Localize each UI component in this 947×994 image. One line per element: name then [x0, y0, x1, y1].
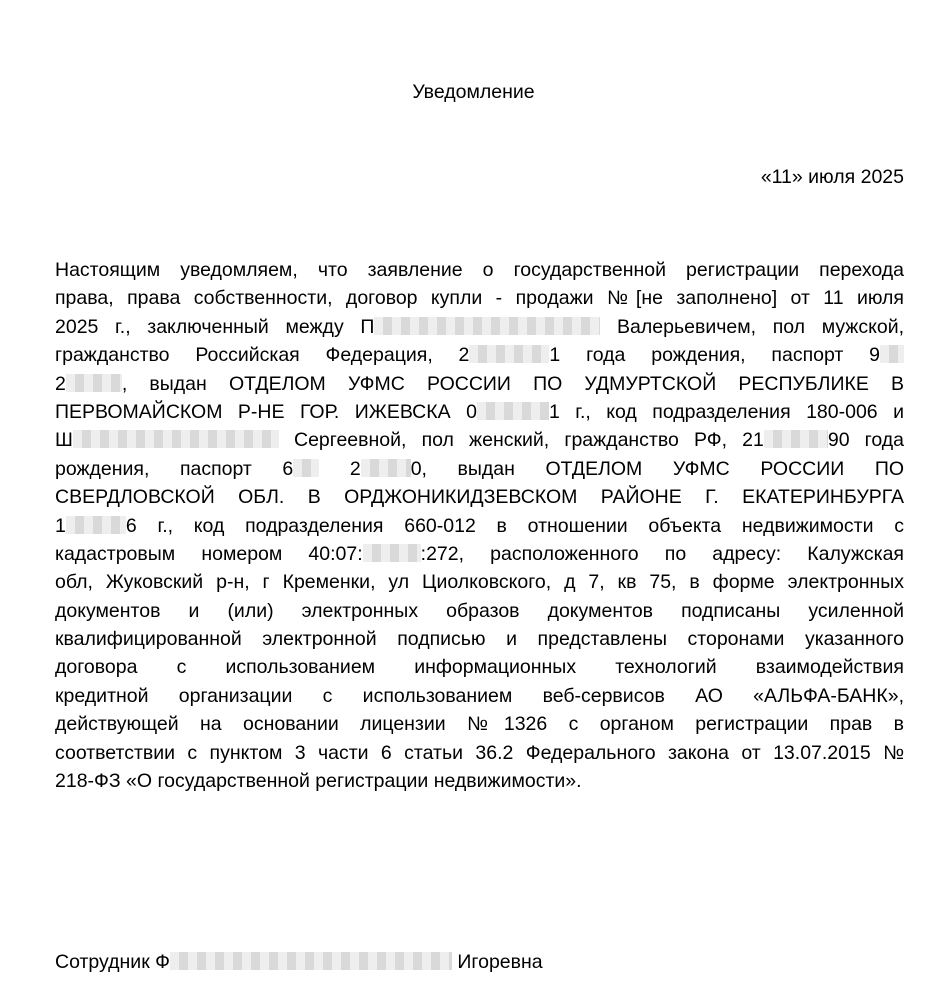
body-text: СВЕРДЛОВСКОЙ ОБЛ. В ОРДЖОНИКИДЗЕВСКОМ РАЙОНЕ Г. ЕКАТЕРИНБУРГА [55, 486, 904, 509]
body-text: 0, выдан ОТДЕЛОМ УФМС РОССИИ ПО [410, 457, 905, 480]
body-text: 1 г., код подразделения 180-006 и [548, 400, 905, 423]
redacted-text [374, 317, 600, 335]
body-text: права, права собственности, договор купли - продажи №[не заполнено] от 11 июля [55, 287, 904, 310]
redacted-text [469, 345, 549, 363]
body-line [55, 284, 904, 312]
signature-suffix: Игоревна [451, 951, 543, 973]
body-line [55, 540, 904, 568]
redacted-text [66, 374, 122, 392]
redacted-text [73, 430, 279, 448]
body-text: обл, Жуковский р-н, г Кременки, ул Циолковского, д 7, кв 75, в форме электронных [55, 571, 904, 594]
body-line [55, 455, 904, 483]
body-line [55, 653, 904, 681]
document-title: Уведомление [412, 81, 535, 103]
body-line [55, 512, 904, 540]
redacted-text [363, 544, 421, 562]
body-line [55, 256, 904, 284]
body-text: Настоящим уведомляем, что заявление о государственной регистрации перехода [55, 259, 904, 281]
body-text: 2025 г., заключенный между П [55, 315, 375, 338]
redacted-name [170, 952, 452, 970]
body-text: 2 [55, 372, 66, 395]
body-text: ПЕРВОМАЙСКОМ Р-НЕ ГОР. ИЖЕВСКА 0 [55, 400, 477, 423]
document-date: «11» июля 2025 [760, 166, 904, 188]
body-text: соответствии с пунктом 3 части 6 статьи 36.2 Федерального закона от 13.07.2015 № [55, 741, 904, 764]
body-line [55, 739, 904, 767]
body-line [55, 710, 904, 738]
body-line [55, 483, 904, 511]
body-text: 90 года [827, 429, 904, 452]
body-text: 6 г., код подразделения 660-012 в отношении объекта недвижимости с [125, 514, 904, 537]
body-text: , выдан ОТДЕЛОМ УФМС РОССИИ ПО УДМУРТСКОЙ РЕСПУБЛИКЕ В [121, 372, 904, 395]
body-text: кадастровым номером 40:07: [55, 542, 363, 565]
body-text: Валерьевичем, пол мужской, [600, 315, 905, 338]
signature-prefix: Сотрудник Ф [55, 951, 170, 973]
body-text: 2 [319, 457, 361, 480]
body-line [55, 426, 904, 454]
redacted-text [477, 402, 549, 420]
body-text: :272, расположенного по адресу: Калужская [420, 542, 904, 565]
body-line [55, 625, 904, 653]
body-line [55, 313, 904, 341]
body-text: Ш [55, 429, 73, 452]
body-text: 218-ФЗ «О государственной регистрации недвижимости». [55, 770, 582, 793]
body-text: квалифицированной электронной подписью и представлены сторонами указанного [55, 628, 904, 651]
body-line [55, 398, 904, 426]
redacted-text [764, 430, 828, 448]
body-text: документов и (или) электронных образов документов подписаны усиленной [55, 599, 904, 622]
body-text: рождения, паспорт 6 [55, 457, 294, 480]
body-line [55, 341, 904, 369]
body-line [55, 568, 904, 596]
body-text: Сергеевной, пол женский, гражданство РФ, 21 [278, 429, 764, 452]
body-line [55, 767, 904, 795]
redacted-text [361, 459, 411, 477]
body-line [55, 370, 904, 398]
body-text: 1 года рождения, паспорт 9 [549, 344, 880, 367]
body-text: 1 [55, 514, 66, 537]
redacted-text [293, 459, 319, 477]
body-line [55, 682, 904, 710]
redacted-text [66, 516, 126, 534]
redacted-text [880, 345, 904, 363]
body-line [55, 597, 904, 625]
body-text: договора с использованием информационных технологий взаимодействия [55, 656, 904, 679]
body-text: действующей на основании лицензии №1326 с органом регистрации прав в [55, 713, 904, 736]
body-text: кредитной организации с использованием веб-сервисов АО «АЛЬФА-БАНК», [55, 684, 904, 707]
document-body [55, 256, 904, 795]
signature-line [55, 950, 543, 974]
body-text: гражданство Российская Федерация, 2 [55, 344, 470, 367]
